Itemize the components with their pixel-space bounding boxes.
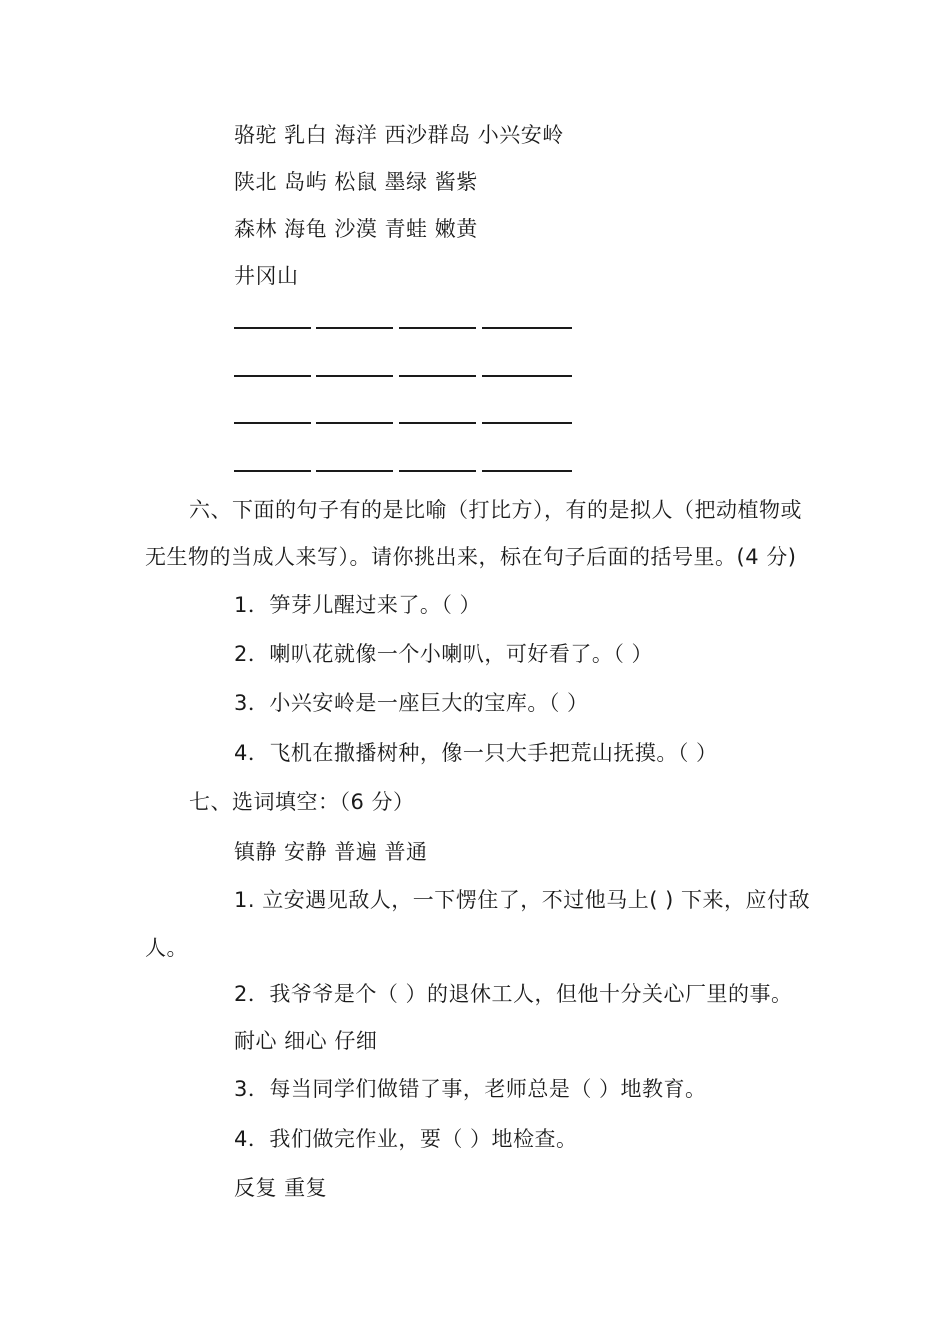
answer-blank <box>482 327 572 329</box>
answer-blank <box>316 422 393 424</box>
answer-blank <box>482 470 572 472</box>
answer-blank <box>316 375 393 377</box>
answer-blank <box>482 422 572 424</box>
answer-blank <box>399 470 476 472</box>
section7-question-1-continued: 人。 <box>145 936 188 960</box>
answer-blank <box>399 375 476 377</box>
section7-question-2: 2．我爷爷是个（ ）的退休工人，但他十分关心厂里的事。 <box>234 982 793 1006</box>
section7-question-4: 4．我们做完作业，要（ ）地检查。 <box>234 1127 578 1151</box>
section6-item-2: 2．喇叭花就像一个小喇叭，可好看了。（ ） <box>234 642 654 666</box>
word-bank-line-4: 井冈山 <box>234 264 299 288</box>
answer-blank-row-3 <box>234 422 574 424</box>
answer-blank <box>316 470 393 472</box>
section6-item-3: 3．小兴安岭是一座巨大的宝库。（ ） <box>234 691 589 715</box>
word-bank-line-3: 森林 海龟 沙漠 青蛙 嫩黄 <box>234 217 478 241</box>
section6-heading-continued: 无生物的当成人来写）。请你挑出来，标在句子后面的括号里。(4 分) <box>145 545 797 569</box>
answer-blank-row-4 <box>234 470 574 472</box>
answer-blank <box>482 375 572 377</box>
section6-heading: 六、下面的句子有的是比喻（打比方），有的是拟人（把动植物或 <box>189 498 802 522</box>
word-bank-line-1: 骆驼 乳白 海洋 西沙群岛 小兴安岭 <box>234 123 564 147</box>
section6-item-1: 1．笋芽儿醒过来了。（ ） <box>234 593 482 617</box>
section7-heading: 七、选词填空：（6 分） <box>189 790 415 814</box>
answer-blank <box>399 422 476 424</box>
answer-blank <box>234 470 311 472</box>
section7-question-1: 1. 立安遇见敌人，一下愣住了，不过他马上( ) 下来，应付敌 <box>234 888 810 912</box>
answer-blank <box>234 422 311 424</box>
answer-blank <box>316 327 393 329</box>
section6-item-4: 4．飞机在撒播树种，像一只大手把荒山抚摸。（ ） <box>234 741 718 765</box>
answer-blank-row-1 <box>234 327 574 329</box>
section7-word-group-3: 反复 重复 <box>234 1176 328 1200</box>
answer-blank <box>234 327 311 329</box>
answer-blank <box>234 375 311 377</box>
section7-word-group-2: 耐心 细心 仔细 <box>234 1029 378 1053</box>
word-bank-line-2: 陕北 岛屿 松鼠 墨绿 酱紫 <box>234 170 478 194</box>
section7-word-group-1: 镇静 安静 普遍 普通 <box>234 840 428 864</box>
answer-blank-row-2 <box>234 375 574 377</box>
section7-question-3: 3．每当同学们做错了事，老师总是（ ）地教育。 <box>234 1077 707 1101</box>
answer-blank <box>399 327 476 329</box>
